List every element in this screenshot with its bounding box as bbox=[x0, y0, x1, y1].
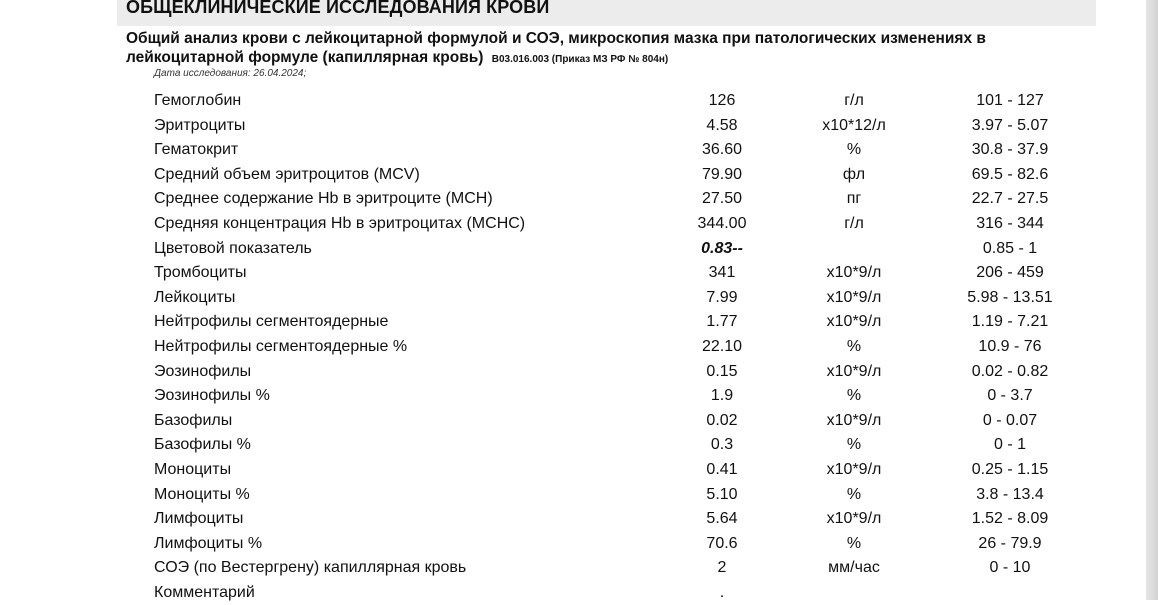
unit-cell: x10*12/л bbox=[822, 116, 886, 134]
result-value-cell: 0.3 bbox=[710, 436, 734, 454]
test-title bbox=[126, 29, 1101, 69]
unit-cell: x10*9/л bbox=[826, 411, 882, 429]
test-name-cell: Эозинофилы bbox=[154, 362, 252, 380]
test-name-cell: Лимфоциты bbox=[154, 510, 244, 528]
result-value-cell: 126 bbox=[708, 92, 736, 109]
table-row bbox=[0, 138, 1146, 163]
result-value-cell: 0.41 bbox=[706, 460, 738, 478]
table-row bbox=[0, 212, 1146, 237]
table-row bbox=[0, 507, 1146, 532]
reference-range-cell: 1.19 - 7.21 bbox=[971, 313, 1049, 331]
results-table bbox=[0, 89, 1146, 605]
reference-range-cell: 30.8 - 37.9 bbox=[971, 141, 1049, 159]
table-row bbox=[0, 360, 1146, 385]
unit-cell: x10*9/л bbox=[826, 362, 882, 380]
reference-range-cell: 0.02 - 0.82 bbox=[971, 362, 1049, 380]
test-name: Общий анализ крови с лейкоцитарной формулой и СОЭ, микроскопия мазка при патологических изменениях в лейкоцитарной формуле (капиллярная кровь) bbox=[126, 30, 986, 66]
result-value-cell: 0.02 bbox=[706, 411, 738, 429]
unit-cell: г/л bbox=[844, 214, 864, 232]
result-value-cell: 0.83-- bbox=[701, 239, 743, 257]
table-row bbox=[0, 384, 1146, 409]
test-name-cell: Нейтрофилы сегментоядерные % bbox=[154, 337, 408, 355]
unit-cell: % bbox=[846, 485, 862, 503]
section-title: ОБЩЕКЛИНИЧЕСКИЕ ИССЛЕДОВАНИЯ КРОВИ bbox=[126, 0, 550, 17]
result-value-cell: 5.64 bbox=[706, 510, 738, 528]
table-row bbox=[0, 483, 1146, 508]
reference-range-cell: 316 - 344 bbox=[976, 214, 1044, 232]
unit-cell: пг bbox=[846, 190, 862, 208]
unit-cell: фл bbox=[842, 165, 866, 183]
result-value-cell: 79.90 bbox=[701, 165, 743, 183]
test-name-cell: Средняя концентрация Hb в эритроцитах (MCHC) bbox=[154, 214, 526, 232]
test-name-cell: Нейтрофилы сегментоядерные bbox=[154, 313, 389, 331]
table-row bbox=[0, 114, 1146, 139]
result-value-cell: 1.9 bbox=[710, 387, 734, 405]
reference-range-cell: 3.97 - 5.07 bbox=[971, 116, 1049, 134]
test-name-cell: Цветовой показатель bbox=[154, 239, 312, 257]
unit-cell: x10*9/л bbox=[826, 460, 882, 478]
unit-cell: x10*9/л bbox=[826, 264, 882, 282]
test-name-cell: Гемоглобин bbox=[154, 92, 242, 109]
table-row bbox=[0, 335, 1146, 360]
table-row bbox=[0, 409, 1146, 434]
unit-cell: % bbox=[846, 436, 862, 454]
result-value-cell: 7.99 bbox=[706, 288, 738, 306]
table-row bbox=[0, 286, 1146, 311]
unit-cell: г/л bbox=[844, 92, 864, 109]
test-name-cell: Гематокрит bbox=[154, 141, 239, 159]
test-name-cell: Базофилы % bbox=[154, 436, 251, 454]
result-value-cell: 1.77 bbox=[706, 313, 738, 331]
result-value-cell: 22.10 bbox=[701, 337, 743, 355]
result-value-cell: 344.00 bbox=[697, 214, 747, 232]
test-name-cell: Средний объем эритроцитов (MCV) bbox=[154, 165, 420, 183]
reference-range-cell: 101 - 127 bbox=[976, 92, 1044, 109]
table-row bbox=[0, 310, 1146, 335]
unit-cell: x10*9/л bbox=[826, 288, 882, 306]
reference-range-cell: 22.7 - 27.5 bbox=[971, 190, 1049, 208]
page-edge-shadow bbox=[1146, 0, 1158, 600]
reference-range-cell: 5.98 - 13.51 bbox=[967, 288, 1053, 306]
reference-range-cell: 0.85 - 1 bbox=[982, 239, 1038, 257]
test-name-cell: Тромбоциты bbox=[154, 264, 247, 282]
reference-range-cell: 3.8 - 13.4 bbox=[976, 485, 1044, 503]
unit-cell: x10*9/л bbox=[826, 510, 882, 528]
test-name-cell: Моноциты % bbox=[154, 485, 250, 503]
table-row bbox=[0, 89, 1146, 114]
reference-range-cell: 0 - 0.07 bbox=[982, 411, 1038, 429]
table-row bbox=[0, 237, 1146, 262]
test-name-cell: Эритроциты bbox=[154, 116, 246, 134]
table-row bbox=[0, 187, 1146, 212]
table-row bbox=[0, 556, 1146, 581]
table-row bbox=[0, 532, 1146, 557]
reference-range-cell: 0 - 10 bbox=[989, 559, 1031, 577]
result-value-cell: 0.15 bbox=[706, 362, 738, 380]
result-value-cell: 4.58 bbox=[706, 116, 738, 134]
table-row bbox=[0, 458, 1146, 483]
test-name-cell: Лейкоциты bbox=[154, 288, 236, 306]
test-name-cell: Моноциты bbox=[154, 460, 232, 478]
test-name-cell: Базофилы bbox=[154, 411, 233, 429]
reference-range-cell: 0.25 - 1.15 bbox=[971, 460, 1049, 478]
test-name-cell: Лимфоциты % bbox=[154, 534, 263, 552]
result-value-cell: 341 bbox=[708, 264, 736, 282]
result-value-cell: 27.50 bbox=[701, 190, 743, 208]
result-value-cell: 36.60 bbox=[701, 141, 743, 159]
reference-range-cell: 0 - 1 bbox=[993, 436, 1026, 454]
unit-cell: % bbox=[846, 387, 862, 405]
result-value-cell: 2 bbox=[717, 559, 727, 577]
unit-cell: мм/час bbox=[828, 559, 880, 577]
table-row bbox=[0, 163, 1146, 188]
reference-range-cell: 0 - 3.7 bbox=[987, 387, 1033, 405]
reference-range-cell: 10.9 - 76 bbox=[978, 337, 1042, 355]
study-date: Дата исследования: 26.04.2024; bbox=[154, 68, 307, 79]
table-row bbox=[0, 581, 1146, 605]
reference-range-cell: 69.5 - 82.6 bbox=[971, 165, 1049, 183]
test-name-cell: Среднее содержание Hb в эритроците (MCH) bbox=[154, 190, 493, 208]
reference-range-cell: 1.52 - 8.09 bbox=[971, 510, 1049, 528]
unit-cell: % bbox=[846, 534, 862, 552]
unit-cell: % bbox=[846, 337, 862, 355]
reference-range-cell: 206 - 459 bbox=[976, 264, 1044, 282]
result-value-cell: 70.6 bbox=[706, 534, 738, 552]
test-name-cell: СОЭ (по Вестергрену) капиллярная кровь bbox=[154, 559, 467, 577]
unit-cell: % bbox=[846, 141, 862, 159]
table-row bbox=[0, 433, 1146, 458]
test-code: B03.016.003 (Приказ МЗ РФ № 804н) bbox=[491, 54, 669, 65]
reference-range-cell: 26 - 79.9 bbox=[978, 534, 1042, 552]
table-row bbox=[0, 261, 1146, 286]
unit-cell: x10*9/л bbox=[826, 313, 882, 331]
result-value-cell: 5.10 bbox=[706, 485, 738, 503]
test-name-cell: Комментарий bbox=[154, 583, 255, 601]
test-name-cell: Эозинофилы % bbox=[154, 387, 270, 405]
result-value-cell: . bbox=[719, 583, 725, 601]
